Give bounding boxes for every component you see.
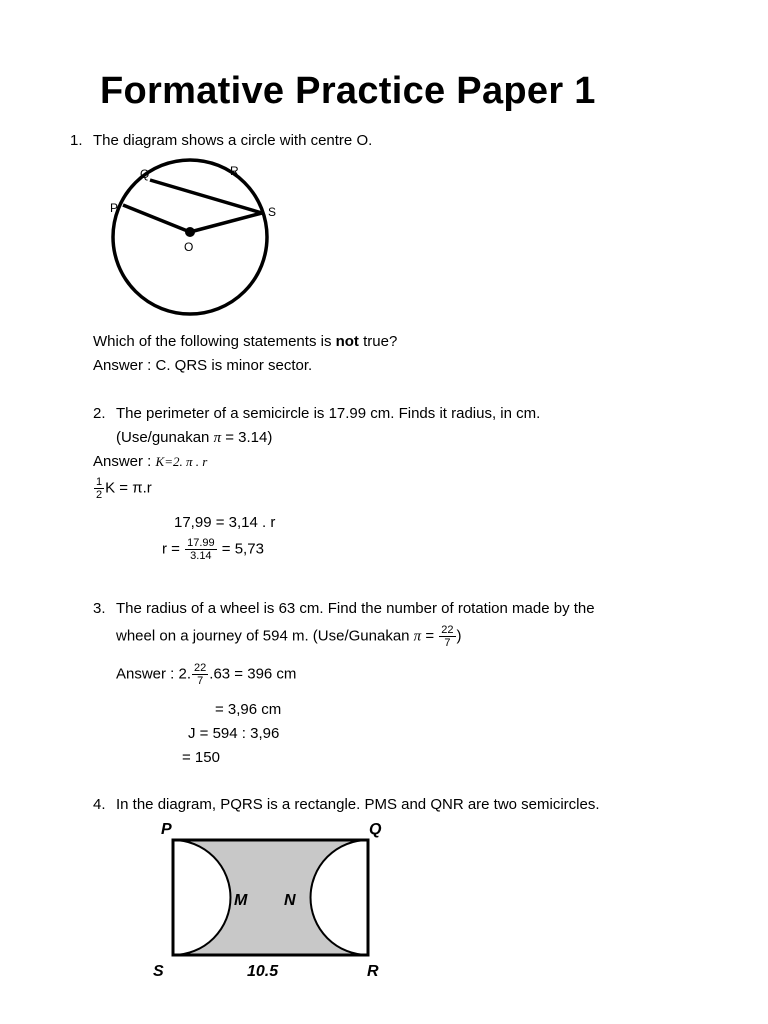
label-q: Q [369, 821, 382, 838]
q2-prompt-line1: The perimeter of a semicircle is 17.99 cm. Finds it radius, in cm. [116, 405, 541, 422]
q3-step2: J = 594 : 3,96 [188, 725, 280, 742]
q2-answer-label: Answer : K=2. π . r [93, 453, 208, 470]
q1-circle-diagram [100, 158, 290, 328]
q2-number: 2. [93, 405, 106, 422]
q4-number: 4. [93, 796, 106, 813]
radius-po [123, 205, 190, 232]
radius-os [190, 213, 262, 232]
q3-prompt-line1: The radius of a wheel is 63 cm. Find the number of rotation made by the [116, 600, 595, 617]
q4-prompt: In the diagram, PQRS is a rectangle. PMS and QNR are two semicircles. [116, 796, 600, 813]
q2-step2: r = $\frac{17.99}{3.14}$ = 5,73 [162, 537, 264, 562]
q3-answer: Answer : 2. $\frac{22}{7}$ .63 = 396 cm [116, 662, 297, 687]
label-p: P [161, 821, 172, 838]
q3-number: 3. [93, 600, 106, 617]
label-n: N [284, 892, 296, 909]
label-side-length: 10.5 [247, 963, 279, 980]
label-p: P [110, 201, 119, 215]
q3-step3: = 150 [182, 749, 220, 766]
q3-step1: = 3,96 cm [215, 701, 282, 718]
label-m: M [234, 892, 248, 909]
q2-prompt-line2: (Use/gunakan π = 3.14) [116, 429, 273, 446]
label-o: O [184, 240, 194, 254]
q1-answer: Answer : C. QRS is minor sector. [93, 357, 313, 374]
q1-prompt: The diagram shows a circle with centre O. [93, 132, 373, 149]
centre-point [185, 227, 195, 237]
q4-rectangle-diagram [145, 815, 395, 990]
page-title: Formative Practice Paper 1 [100, 70, 596, 112]
label-r: R [367, 963, 379, 980]
label-r: R [230, 164, 239, 178]
q1-question: Which of the following statements is not true? [93, 333, 398, 350]
q1-number: 1. [70, 132, 83, 149]
label-q: Q [140, 167, 150, 181]
q2-half-formula: $\frac{1}{2}$ K = π.r [96, 476, 152, 501]
q2-step1: 17,99 = 3,14 . r [174, 514, 276, 531]
label-s: S [268, 205, 277, 219]
label-s: S [153, 963, 164, 980]
q3-prompt-line2: wheel on a journey of 594 m. (Use/Gunakan π = $\frac{22}{7}$ ) [116, 624, 462, 649]
